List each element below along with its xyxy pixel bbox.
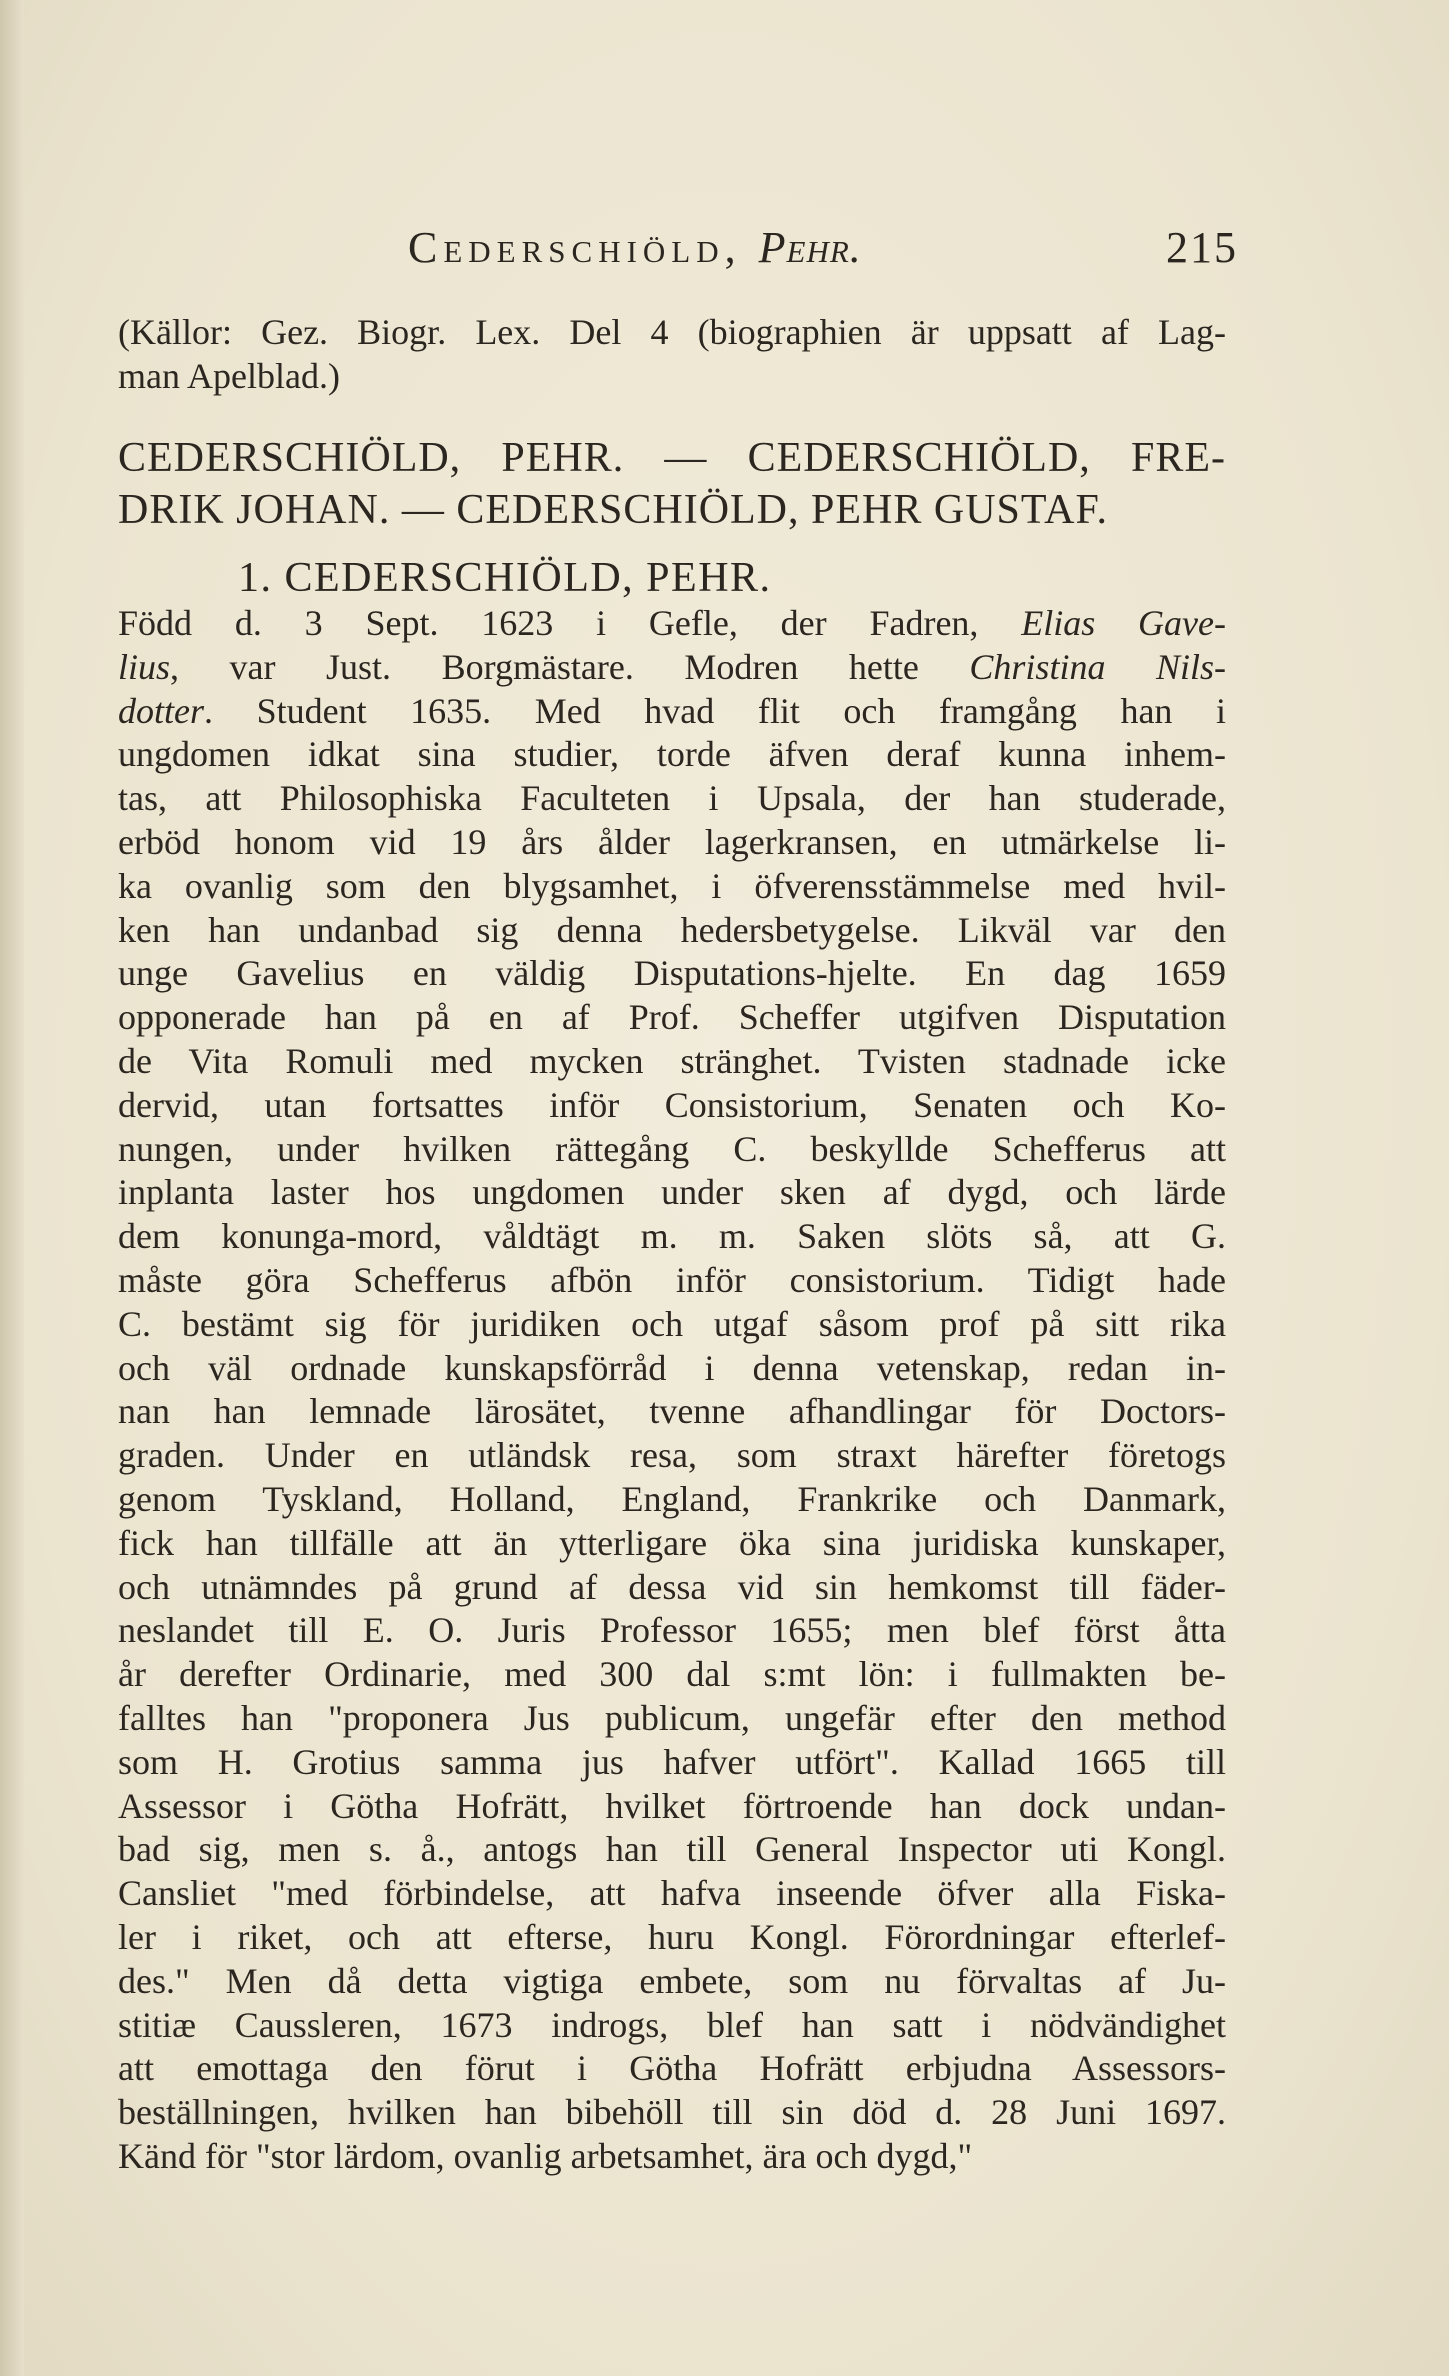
body-line: ler i riket, och att efterse, huru Kongl. Förordningar efterlef- [118,1916,1226,1957]
entry-subheading: 1. CEDERSCHIÖLD, PEHR. [238,555,772,601]
body-line: ungdomen idkat sina studier, torde äfven deraf kunna inhem- [118,734,1226,775]
body-line: år derefter Ordinarie, med 300 dal s:mt lön: i fullmakten be- [118,1654,1226,1695]
body-line-text: Född d. 3 Sept. 1623 i Gefle, der Fadren, [118,603,1022,643]
body-line: unge Gavelius en väldig Disputations-hjelte. En dag 1659 [118,953,1226,994]
page-spine-shadow [0,0,24,2376]
body-line: dem konunga-mord, våldtägt m. m. Saken slöts så, att G. [118,1216,1226,1257]
source-note-line: (Källor: Gez. Biogr. Lex. Del 4 (biographien är uppsatt af Lag- [118,312,1226,352]
body-line: dervid, utan fortsattes inför Consistorium, Senaten och Ko- [118,1084,1226,1125]
body-line-text: , var Just. Borgmästare. Modren hette [170,646,970,687]
body-line: ka ovanlig som den blygsamhet, i öfverensstämmelse med hvil- [118,865,1226,906]
body-line: ken han undanbad sig denna hedersbetygelse. Likväl var den [118,909,1226,950]
body-line: inplanta laster hos ungdomen under sken af dygd, och lärde [118,1172,1226,1213]
italic-name: lius [118,646,171,687]
running-title-forename: Pehr. [758,223,862,272]
body-line: Assessor i Götha Hofrätt, hvilket förtroende han dock undan- [118,1785,1226,1826]
article-heading-line: DRIK JOHAN. — CEDERSCHIÖLD, PEHR GUSTAF. [118,487,1109,533]
source-note-line: man Apelblad.) [118,355,340,396]
body-line: Känd för "stor lärdom, ovanlig arbetsamhet, ära och dygd," [118,2135,973,2176]
body-line-text: . Student 1635. Med hvad flit och framgång han i [204,690,1226,731]
body-line: neslandet till E. O. Juris Professor 1655; men blef först åtta [118,1610,1226,1651]
body-text [118,602,1226,2179]
body-line: des." Men då detta vigtiga embete, som nu förvaltas af Ju- [118,1960,1226,2001]
italic-name: dotter [118,690,204,731]
body-line: erböd honom vid 19 års ålder lagerkransen, en utmärkelse li- [118,821,1226,862]
running-title [408,222,862,273]
article-heading-line: CEDERSCHIÖLD, PEHR. — CEDERSCHIÖLD, FRE- [118,435,1226,481]
body-line: nan han lemnade lärosätet, tvenne afhandlingar för Doctors- [118,1391,1226,1432]
body-line: beställningen, hvilken han bibehöll till sin död d. 28 Juni 1697. [118,2092,1226,2133]
body-line: och utnämndes på grund af dessa vid sin hemkomst till fäder- [118,1566,1226,1607]
page-number: 215 [1166,223,1238,272]
body-line: stitiæ Caussleren, 1673 indrogs, blef han satt i nödvändighet [118,2004,1226,2045]
article-heading [118,432,1226,536]
body-line: måste göra Schefferus afbön inför consistorium. Tidigt hade [118,1259,1226,1300]
body-line: som H. Grotius samma jus hafver utfört". Kallad 1665 till [118,1741,1226,1782]
body-line [118,602,1226,646]
body-line: fick han tillfälle att än ytterligare öka sina juridiska kunskaper, [118,1522,1226,1563]
italic-name: Elias Gave- [1021,603,1226,643]
body-line: bad sig, men s. å., antogs han till General Inspector uti Kongl. [118,1829,1226,1870]
body-line: opponerade han på en af Prof. Scheffer utgifven Disputation [118,997,1226,1038]
italic-name: Christina Nils- [969,646,1226,687]
body-line [118,690,1226,734]
body-line: falltes han "proponera Jus publicum, ungefär efter den method [118,1697,1226,1738]
body-line: genom Tyskland, Holland, England, Frankrike och Danmark, [118,1478,1226,1519]
source-note [118,310,1226,398]
body-line: de Vita Romuli med mycken stränghet. Tvisten stadnade icke [118,1040,1226,1081]
body-line: tas, att Philosophiska Faculteten i Upsala, der han studerade, [118,778,1226,819]
running-title-name: Cederschiöld, [408,223,742,272]
body-line: Cansliet "med förbindelse, att hafva inseende öfver alla Fiska- [118,1873,1226,1914]
running-header [118,222,1238,282]
body-line: graden. Under en utländsk resa, som straxt härefter företogs [118,1435,1226,1476]
body-line: att emottaga den förut i Götha Hofrätt erbjudna Assessors- [118,2048,1226,2089]
body-line: C. bestämt sig för juridiken och utgaf såsom prof på sitt rika [118,1303,1226,1344]
body-line [118,646,1226,690]
body-line: nungen, under hvilken rättegång C. beskyllde Schefferus att [118,1128,1226,1169]
body-line: och väl ordnade kunskapsförråd i denna vetenskap, redan in- [118,1347,1226,1388]
